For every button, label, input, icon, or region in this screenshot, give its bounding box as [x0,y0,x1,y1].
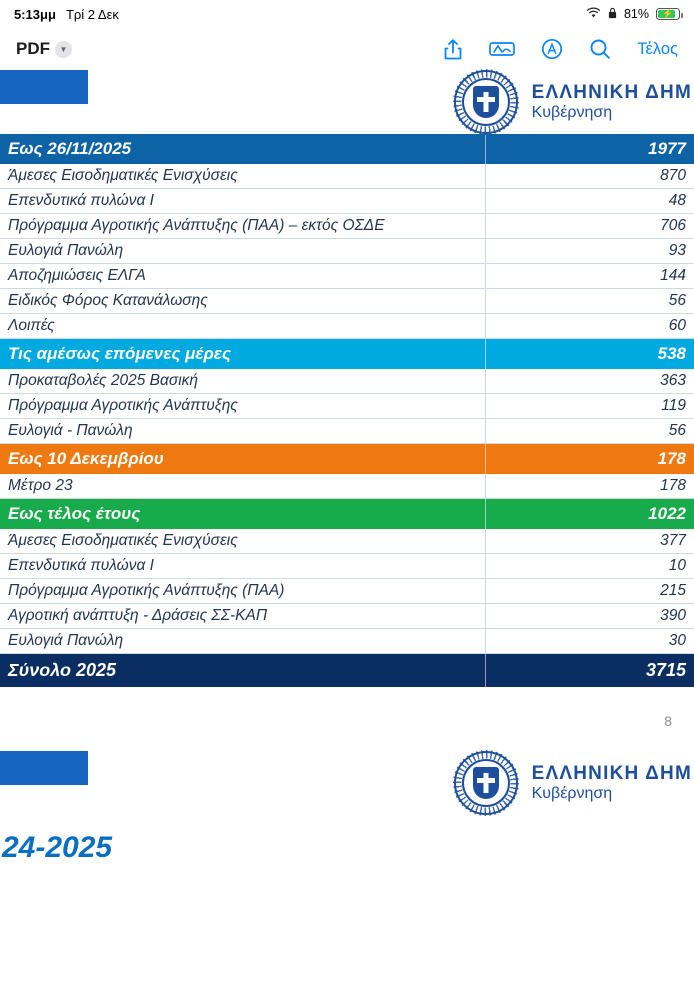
table-row [0,134,694,164]
row-value: 10 [486,554,694,579]
row-label: Αποζημιώσεις ΕΛΓΑ [0,264,486,289]
status-bar-left [14,7,119,22]
org-name-line2: Κυβέρνηση [531,784,613,802]
org-name-line1: ΕΛΛΗΝΙΚΗ ΔΗΜ [531,81,692,103]
slide-page-9-preview [0,751,694,865]
share-icon[interactable] [443,38,463,61]
table-row [0,529,694,554]
battery-charging-icon: ⚡ [656,8,680,20]
greek-government-emblem-icon [454,751,518,815]
row-label: Πρόγραμμα Αγροτικής Ανάπτυξης (ΠΑΑ) – εκτός ΟΣΔΕ [0,214,486,239]
page-number: 8 [664,713,672,729]
row-label: Ευλογιά Πανώλη [0,629,486,654]
table-row [0,629,694,654]
row-label: Μέτρο 23 [0,474,486,499]
row-value: 538 [486,339,694,370]
row-label: Επενδυτικά πυλώνα Ι [0,189,486,214]
text-format-icon[interactable] [541,38,563,60]
org-name-line2: Κυβέρνηση [531,103,613,121]
row-value: 119 [486,394,694,419]
payments-table [0,134,694,687]
done-button[interactable]: Τέλος [637,39,678,58]
row-label: Σύνολο 2025 [0,654,486,688]
table-row [0,419,694,444]
table-row [0,314,694,339]
search-icon[interactable] [589,38,611,60]
row-value: 3715 [486,654,694,688]
pdf-document[interactable] [0,70,694,865]
row-value: 390 [486,604,694,629]
table-row [0,289,694,314]
row-value: 1977 [486,134,694,164]
table-row [0,214,694,239]
table-row [0,474,694,499]
status-time: 5:13μμ [14,6,56,22]
table-row [0,444,694,475]
file-name-menu[interactable] [16,39,72,59]
row-label: Εως τέλος έτους [0,499,486,530]
wifi-icon [586,7,601,22]
row-value: 30 [486,629,694,654]
row-value: 215 [486,579,694,604]
slide-header [0,70,694,134]
row-label: Τις αμέσως επόμενες μέρες [0,339,486,370]
file-name-label: PDF [16,39,50,58]
row-value: 178 [486,474,694,499]
row-label: Προκαταβολές 2025 Βασική [0,369,486,394]
row-label: Πρόγραμμα Αγροτικής Ανάπτυξης (ΠΑΑ) [0,579,486,604]
row-label: Άμεσες Εισοδηματικές Ενισχύσεις [0,529,486,554]
table-row [0,604,694,629]
row-value: 56 [486,419,694,444]
row-label: Εως 26/11/2025 [0,134,486,164]
table-row-total [0,654,694,688]
table-row [0,339,694,370]
row-value: 1022 [486,499,694,530]
battery-percent-label: 81% [623,7,649,21]
row-value: 48 [486,189,694,214]
row-label: Λοιπές [0,314,486,339]
table-row [0,369,694,394]
lock-icon [608,7,617,22]
pdf-toolbar [0,28,694,70]
table-row [0,499,694,530]
row-value: 706 [486,214,694,239]
status-date: Τρί 2 Δεκ [65,6,119,22]
row-value: 377 [486,529,694,554]
row-value: 870 [486,164,694,189]
row-label: Αγροτική ανάπτυξη - Δράσεις ΣΣ-ΚΑΠ [0,604,486,629]
row-label: Ειδικός Φόρος Κατανάλωσης [0,289,486,314]
table-row [0,554,694,579]
table-row [0,264,694,289]
slide-page-8 [0,70,694,729]
row-value: 144 [486,264,694,289]
row-label: Άμεσες Εισοδηματικές Ενισχύσεις [0,164,486,189]
table-row [0,164,694,189]
status-bar [0,0,694,28]
greek-government-emblem-icon [454,70,518,134]
row-value: 93 [486,239,694,264]
row-label: Πρόγραμμα Αγροτικής Ανάπτυξης [0,394,486,419]
government-wordmark [532,763,692,803]
row-value: 56 [486,289,694,314]
row-label: Εως 10 Δεκεμβρίου [0,444,486,475]
table-row [0,189,694,214]
table-row [0,239,694,264]
row-label: Ευλογιά - Πανώλη [0,419,486,444]
row-label: Επενδυτικά πυλώνα Ι [0,554,486,579]
org-name-line1: ΕΛΛΗΝΙΚΗ ΔΗΜ [531,762,692,784]
toolbar-actions [443,38,678,61]
slide-header [0,751,694,815]
table-row [0,394,694,419]
chevron-down-icon[interactable]: ▼ [55,41,72,58]
row-value: 178 [486,444,694,475]
status-bar-right [586,7,680,22]
next-slide-title: 24-2025 [2,831,113,864]
payments-table-body [0,134,694,687]
table-row [0,579,694,604]
government-wordmark [532,82,692,122]
markup-icon[interactable] [489,39,515,59]
row-label: Ευλογιά Πανώλη [0,239,486,264]
row-value: 60 [486,314,694,339]
row-value: 363 [486,369,694,394]
